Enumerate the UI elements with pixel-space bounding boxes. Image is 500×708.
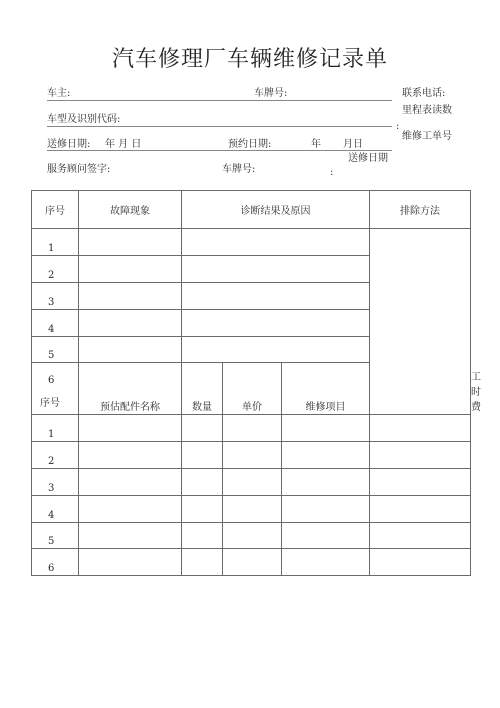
qty-cell[interactable] [182,415,223,442]
table-row [32,442,471,469]
qty-cell[interactable] [182,442,223,469]
header-rule-1 [47,100,392,101]
appointment-label: 预约日期: [228,139,272,150]
symptom-cell[interactable] [79,283,182,310]
page-title: 汽车修理厂车辆维修记录单 [111,47,388,72]
diagnosis-cell[interactable] [182,310,370,337]
item-cell[interactable] [282,549,370,576]
labor-cell[interactable] [370,523,471,549]
work-order-label: 维修工单号 [402,131,452,142]
plate-label-2: 车牌号: [222,164,256,175]
diagnosis-cell[interactable] [182,337,370,363]
parts-col-header-qty: 数量 [182,363,223,415]
parts-col-header-item: 维修项目 [282,363,370,415]
row-number: 2 [32,256,79,283]
labor-cell[interactable] [370,496,471,523]
price-cell[interactable] [223,549,282,576]
row-number: 2 [32,442,79,469]
price-cell[interactable] [223,496,282,523]
mileage-label: 里程表读数 [402,105,452,116]
price-cell[interactable] [223,523,282,549]
row-number: 6 [32,549,79,576]
labor-cell[interactable] [370,549,471,576]
qty-cell[interactable] [182,496,223,523]
header-rule-3 [47,150,392,151]
header-rule-2 [47,126,392,127]
row-number: 5 [32,337,79,363]
row-number: 3 [32,283,79,310]
symptom-cell[interactable] [79,256,182,283]
part-name-cell[interactable] [79,523,182,549]
item-cell[interactable] [282,496,370,523]
dropoff-date-label-2: 送修日期 [348,153,388,164]
dropoff-date: 年 月 日 [105,139,142,150]
row6-and-parts-header: 6 序号 预估配件名称 数量 单价 维修项目 工时费 [32,363,471,415]
table-row [32,469,471,496]
price-cell[interactable] [223,415,282,442]
table-row [32,415,471,442]
labor-cell[interactable] [370,442,471,469]
price-cell[interactable] [223,442,282,469]
row-number: 1 [32,415,79,442]
part-name-cell[interactable] [79,415,182,442]
row-number: 4 [32,496,79,523]
price-cell[interactable] [223,469,282,496]
col-header-no: 序号 [32,191,79,229]
plate-label: 车牌号: [254,88,288,99]
col-header-diagnosis: 诊断结果及原因 [182,191,370,229]
row-number: 4 [32,310,79,337]
mileage-colon: : [396,121,400,132]
item-cell[interactable] [282,415,370,442]
row6-and-parts-no [32,363,79,415]
symptom-cell[interactable] [79,310,182,337]
labor-cell[interactable] [370,415,471,442]
solution-cell[interactable] [370,229,471,415]
table-row [32,523,471,549]
parts-col-header-no: 序号 [40,398,60,409]
part-name-cell[interactable] [79,442,182,469]
appointment-year: 年 [311,139,321,150]
symptom-cell[interactable] [79,337,182,363]
item-cell[interactable] [282,442,370,469]
item-cell[interactable] [282,469,370,496]
parts-col-header-name: 预估配件名称 [79,363,182,415]
row-number: 1 [32,229,79,256]
row-number: 6 [48,375,55,386]
phone-label: 联系电话: [402,88,446,99]
diagnosis-cell[interactable] [182,256,370,283]
part-name-cell[interactable] [79,496,182,523]
qty-cell[interactable] [182,549,223,576]
advisor-label: 服务顾问签字: [47,164,111,175]
diagnosis-cell[interactable] [182,229,370,256]
row-number: 3 [32,469,79,496]
part-name-cell[interactable] [79,469,182,496]
qty-cell[interactable] [182,523,223,549]
labor-cell[interactable] [370,469,471,496]
symptom-cell[interactable] [79,229,182,256]
qty-cell[interactable] [182,469,223,496]
model-vin-label: 车型及识别代码: [47,114,121,125]
table-row [32,549,471,576]
repair-record-table [31,190,482,576]
col-header-solution: 排除方法 [370,191,471,229]
part-name-cell[interactable] [79,549,182,576]
row-number: 5 [32,523,79,549]
diagnosis-cell[interactable] [182,283,370,310]
diagnosis-header-row [32,191,471,229]
item-cell[interactable] [282,523,370,549]
table-row [32,496,471,523]
parts-col-header-price: 单价 [223,363,282,415]
col-header-symptom: 故障现象 [79,191,182,229]
appointment-month-day: 月日 [343,139,363,150]
plate-colon: : [330,167,334,178]
dropoff-label: 送修日期: [47,139,91,150]
table-row [32,229,471,256]
owner-label: 车主: [47,88,71,99]
